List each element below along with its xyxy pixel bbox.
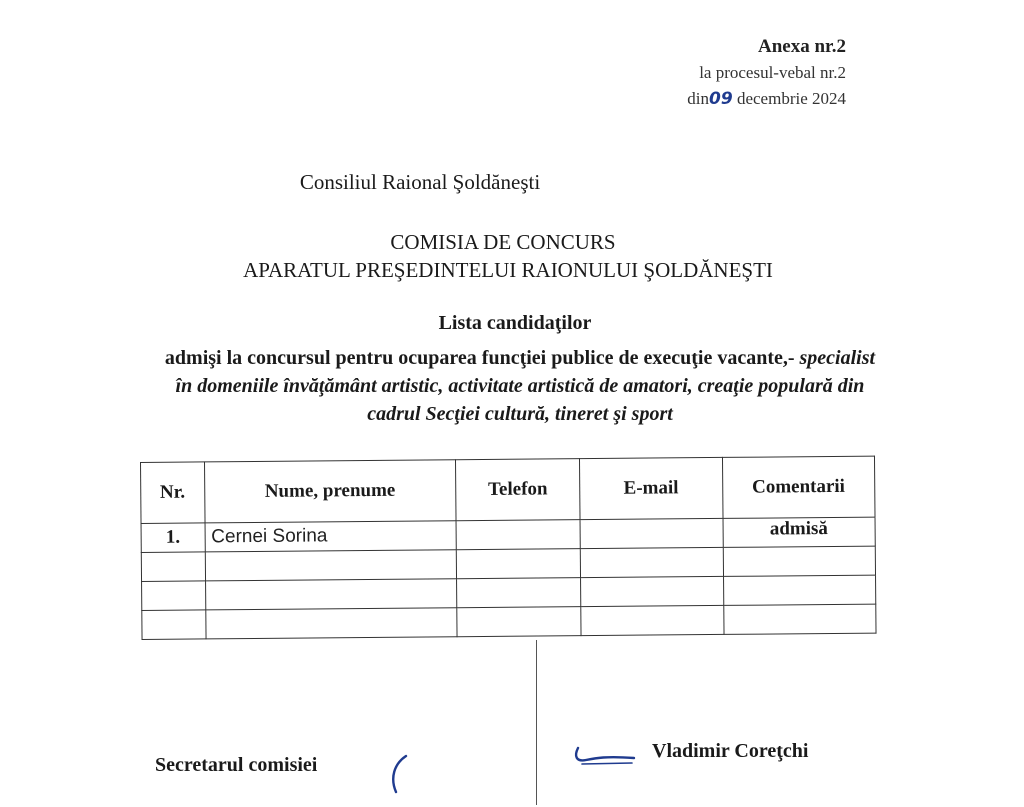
- cell-email: [581, 605, 724, 635]
- cell-name: [205, 608, 457, 639]
- cell-email: [581, 576, 724, 606]
- annex-date-suffix: decembrie 2024: [732, 89, 846, 108]
- table-row: [142, 604, 876, 639]
- cell-phone: [456, 549, 580, 579]
- cell-name: Cernei Sorina: [205, 521, 457, 552]
- commission-title: [0, 228, 1016, 284]
- header-comments: Comentarii: [722, 456, 875, 518]
- cell-nr: [142, 610, 206, 640]
- header-phone: Telefon: [455, 459, 580, 521]
- cell-comment: [723, 546, 876, 576]
- annex-reference: la procesul-vebal nr.2: [699, 63, 846, 82]
- secretary-name: Vladimir Coreţchi: [652, 740, 809, 762]
- secretary-label: Secretarul comisiei: [155, 754, 318, 776]
- annex-date-prefix: din: [687, 89, 710, 108]
- handwritten-day: 09: [709, 89, 733, 109]
- table-header-row: [141, 456, 876, 523]
- cell-nr: [141, 552, 205, 582]
- council-name: Consiliul Raional Şoldăneşti: [299, 170, 541, 194]
- list-title: Lista candidaţilor: [438, 312, 592, 334]
- cell-phone: [456, 520, 580, 550]
- annex-title: Anexa nr.2: [758, 36, 846, 57]
- cell-comment: [723, 575, 876, 605]
- cell-nr: [142, 581, 206, 611]
- position-description: specialist în domeniile învăţământ artistic, activitate artistică de amatori, creaţie populară din cadrul Secţiei cultură, tineret şi sport: [175, 347, 876, 425]
- cell-nr: 1.: [141, 523, 205, 553]
- signature-mark-icon: [384, 752, 414, 796]
- cell-name: [205, 579, 457, 610]
- annex-date: [687, 86, 846, 112]
- cell-comment: [723, 604, 876, 634]
- scan-divider-line: [536, 640, 537, 805]
- commission-line-1: COMISIA DE CONCURS: [390, 230, 616, 254]
- admitted-intro: admişi la concursul pentru ocuparea funcţiei publice de execuţie vacante,-: [164, 347, 800, 369]
- cell-name: [205, 550, 457, 581]
- cell-email: [580, 547, 723, 577]
- header-name: Nume, prenume: [204, 460, 456, 523]
- admitted-description: [160, 344, 880, 428]
- cell-phone: [457, 607, 581, 637]
- cell-phone: [457, 578, 581, 608]
- candidates-table: [140, 456, 877, 640]
- header-email: E-mail: [580, 457, 723, 519]
- cell-email: [580, 518, 723, 548]
- header-nr: Nr.: [141, 462, 205, 524]
- cell-comment: admisă: [723, 517, 876, 547]
- signature-scribble-icon: [572, 742, 642, 772]
- commission-line-2: APARATUL PREŞEDINTELUI RAIONULUI ŞOLDĂNEŞTI: [243, 258, 773, 282]
- annex-block: [687, 34, 846, 112]
